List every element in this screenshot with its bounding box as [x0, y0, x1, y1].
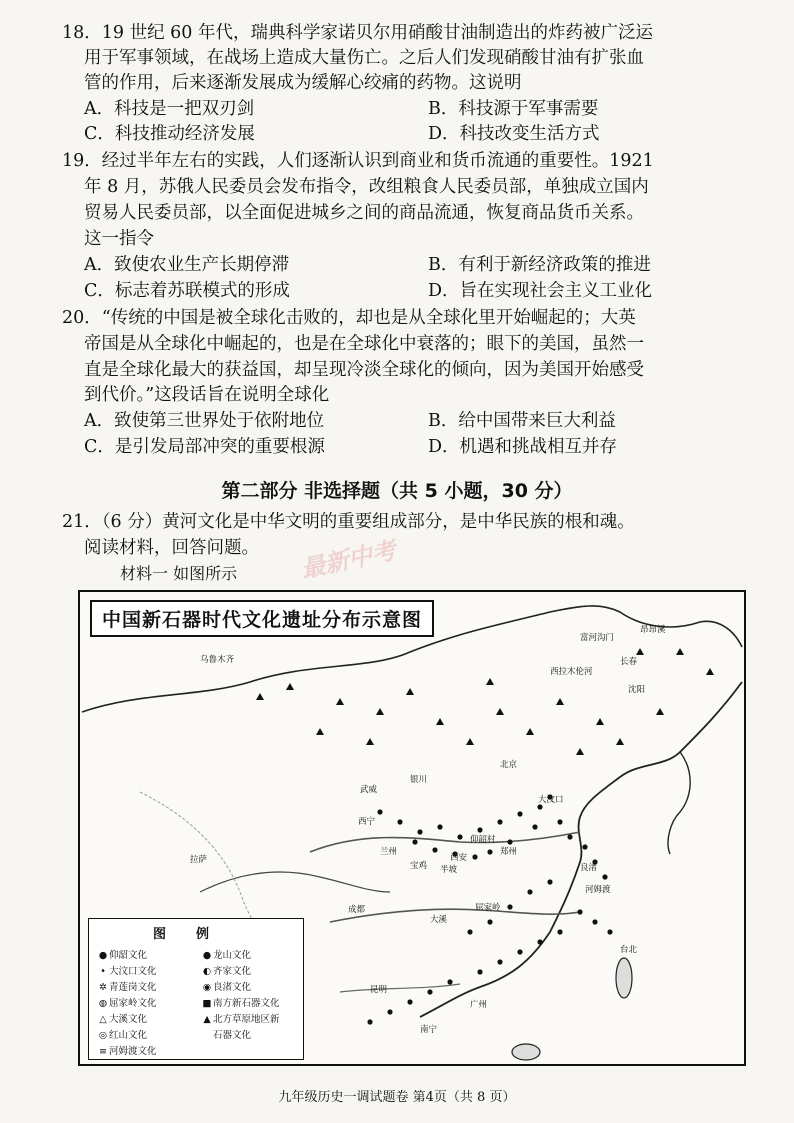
watermark: 最新中考	[298, 536, 399, 584]
northern-site-marker	[706, 668, 714, 675]
legend-item-hongshan: ◎ 红山文化	[98, 1030, 148, 1041]
site-dot-marker	[477, 969, 482, 974]
place-label: 大汶口	[538, 795, 564, 805]
site-dot-marker	[527, 889, 532, 894]
northern-site-marker	[436, 718, 444, 725]
northern-site-marker	[366, 738, 374, 745]
place-label: 拉萨	[190, 855, 208, 865]
lines-icon: ≡	[99, 1046, 107, 1057]
place-label: 台北	[620, 945, 638, 955]
target-icon: ◉	[202, 982, 212, 993]
site-dot-marker	[437, 824, 442, 829]
site-dot-marker	[537, 939, 542, 944]
place-label: 南宁	[420, 1025, 438, 1035]
circle-icon: ◍	[98, 998, 108, 1009]
map-legend	[88, 918, 304, 1060]
legend-item-qinglian: ✲ 青莲岗文化	[97, 979, 157, 993]
part2-title: 第二部分 非选择题（共 5 小题，30 分）	[221, 480, 573, 502]
place-label: 河姆渡	[585, 885, 611, 895]
site-dot-marker	[467, 929, 472, 934]
hatched-icon: ✲	[99, 982, 107, 993]
northern-site-marker	[406, 688, 414, 695]
site-dot-marker	[517, 811, 522, 816]
place-label: 半坡	[440, 865, 458, 875]
northern-site-marker	[336, 698, 344, 705]
site-dot-marker	[487, 849, 492, 854]
q20-line-2: 帝国是从全球化中崛起的，也是在全球化中衰落的；眼下的美国，虽然一	[84, 334, 644, 354]
site-dot-marker	[607, 929, 612, 934]
northern-site-marker	[316, 728, 324, 735]
site-dot-marker	[517, 949, 522, 954]
korea-coast	[668, 752, 690, 854]
northern-site-marker	[636, 648, 644, 655]
q20-option-b: B．给中国带来巨大利益	[428, 411, 616, 431]
site-dot-marker	[457, 834, 462, 839]
site-dot-marker	[567, 834, 572, 839]
place-label: 良渚	[580, 863, 598, 873]
dot-icon: ●	[202, 950, 212, 961]
q18-line-2: 用于军事领域，在战场上造成大量伤亡。之后人们发现硝酸甘油有扩张血	[84, 48, 644, 68]
site-dot-marker	[477, 827, 482, 832]
site-dot-marker	[407, 999, 412, 1004]
q19-option-b: B．有利于新经济政策的推进	[428, 255, 651, 275]
map-title: 中国新石器时代文化遗址分布示意图	[90, 600, 434, 637]
small-dot-icon: •	[100, 966, 106, 977]
place-label: 仰韶村	[470, 835, 496, 845]
northern-site-marker	[286, 683, 294, 690]
site-dot-marker	[427, 989, 432, 994]
place-label: 成都	[348, 905, 366, 915]
place-label: 长春	[620, 657, 638, 667]
legend-item-dawenkou: • 大汶口文化	[97, 963, 157, 977]
site-dot-marker	[397, 819, 402, 824]
legend-item-northern-cont: 石器文化	[213, 1030, 252, 1041]
q19-line-3: 贸易人民委员部，以全面促进城乡之间的商品流通，恢复商品货币关系。	[84, 203, 644, 223]
northern-site-marker	[526, 728, 534, 735]
northern-site-marker	[496, 708, 504, 715]
site-dot-marker	[472, 854, 477, 859]
place-label: 郑州	[500, 847, 518, 857]
site-dot-marker	[602, 874, 607, 879]
place-label: 武威	[360, 785, 378, 795]
square-icon: ■	[202, 998, 212, 1009]
q20-line-1: 20．“传统的中国是被全球化击败的，却也是从全球化里开始崛起的；大英	[62, 308, 636, 328]
northern-site-marker	[676, 648, 684, 655]
q21-line-2: 阅读材料，回答问题。	[84, 538, 259, 558]
q19-line-2: 年 8 月，苏俄人民委员会发布指令，改组粮食人民委员部，单独成立国内	[84, 177, 649, 197]
neolithic-map	[78, 590, 746, 1066]
northern-site-marker	[256, 693, 264, 700]
northern-site-marker	[376, 708, 384, 715]
place-label: 昆明	[370, 985, 388, 995]
place-label: 银川	[410, 775, 428, 785]
place-label: 富河沟门	[580, 633, 615, 643]
dot-icon: ●	[98, 950, 108, 961]
triangle-icon: ▲	[203, 1014, 211, 1025]
hainan-island	[512, 1044, 540, 1060]
northern-site-marker	[556, 698, 564, 705]
place-label: 西拉木伦河	[550, 667, 593, 677]
legend-item-qijia: ◐ 齐家文化	[202, 966, 252, 977]
place-label: 沈阳	[628, 685, 646, 695]
q18-option-a: A．科技是一把双刃剑	[84, 99, 255, 119]
q19-line-1: 19．经过半年左右的实践，人们逐渐认识到商业和货币流通的重要性。1921	[62, 151, 654, 171]
q20-option-c: C．是引发局部冲突的重要根源	[84, 437, 325, 457]
pearl-river	[340, 984, 460, 992]
yellow-river	[310, 832, 580, 852]
site-dot-marker	[497, 959, 502, 964]
site-dot-marker	[557, 929, 562, 934]
legend-item-southern: ■ 南方新石器文化	[202, 998, 280, 1009]
q21-line-1: 21．（6 分）黄河文化是中华文明的重要组成部分，是中华民族的根和魂。	[62, 512, 635, 532]
legend-item-daxi: △ 大溪文化	[97, 1011, 147, 1025]
place-label: 广州	[470, 1000, 488, 1010]
northern-site-marker	[596, 718, 604, 725]
site-dot-marker	[432, 847, 437, 852]
q18-line-3: 管的作用，后来逐渐发展成为缓解心绞痛的药物。这说明	[84, 73, 522, 93]
legend-item-yangshao: ● 仰韶文化	[98, 950, 148, 961]
place-label: 昂昂溪	[640, 625, 666, 635]
legend-title: 图例	[152, 927, 239, 942]
legend-item-qujialing: ◍ 屈家岭文化	[98, 998, 157, 1009]
yangtze-west	[200, 872, 390, 892]
q18-option-b: B．科技源于军事需要	[428, 99, 599, 119]
place-label: 乌鲁木齐	[200, 655, 235, 665]
site-dot-marker	[417, 829, 422, 834]
site-dot-marker	[577, 909, 582, 914]
site-dot-marker	[547, 879, 552, 884]
material-one-label: 材料一 如图所示	[120, 564, 238, 583]
eastern-coastline	[420, 682, 742, 1017]
q20-line-3: 直是全球化最大的获益国，却呈现冷淡全球化的倾向，因为美国开始感受	[84, 360, 644, 380]
northern-site-marker	[656, 708, 664, 715]
q18-line-1: 18．19 世纪 60 年代，瑞典科学家诺贝尔用硝酸甘油制造出的炸药被广泛运	[62, 23, 653, 43]
place-label: 西安	[450, 853, 468, 863]
site-dot-marker	[592, 919, 597, 924]
site-dot-marker	[387, 1009, 392, 1014]
legend-item-longshan: ● 龙山文化	[202, 950, 252, 961]
q20-option-a: A．致使第三世界处于依附地位	[84, 411, 325, 431]
place-label: 北京	[500, 760, 518, 770]
q19-option-d: D．旨在实现社会主义工业化	[428, 281, 653, 301]
place-label: 屈家岭	[475, 903, 501, 913]
half-circle-icon: ◐	[202, 966, 212, 977]
q20-option-d: D．机遇和挑战相互并存	[428, 437, 618, 457]
northern-site-marker	[616, 738, 624, 745]
site-dot-marker	[367, 1019, 372, 1024]
legend-item-liangzhu: ◉ 良渚文化	[202, 982, 252, 993]
site-dot-marker	[507, 839, 512, 844]
site-dot-marker	[412, 839, 417, 844]
site-dot-marker	[487, 919, 492, 924]
q18-option-c: C．科技推动经济发展	[84, 124, 255, 144]
taiwan-island	[616, 958, 632, 998]
site-dot-marker	[447, 979, 452, 984]
site-dot-marker	[507, 904, 512, 909]
ring-icon: ◎	[98, 1030, 108, 1041]
place-label: 兰州	[380, 847, 398, 857]
q18-option-d: D．科技改变生活方式	[428, 124, 600, 144]
place-label: 西宁	[358, 817, 376, 827]
site-dot-marker	[377, 809, 382, 814]
q19-line-4: 这一指令	[84, 229, 154, 249]
q19-option-a: A．致使农业生产长期停滞	[84, 255, 290, 275]
site-dot-marker	[497, 819, 502, 824]
legend-item-hemudu: ≡ 河姆渡文化	[97, 1043, 157, 1057]
site-dot-marker	[537, 804, 542, 809]
q20-line-4: 到代价。”这段话旨在说明全球化	[84, 385, 330, 405]
northern-site-marker	[466, 738, 474, 745]
northern-site-marker	[576, 748, 584, 755]
legend-item-northern: ▲ 北方草原地区新	[201, 1011, 280, 1025]
place-label: 大溪	[430, 915, 448, 925]
place-label: 宝鸡	[410, 861, 428, 871]
site-dot-marker	[582, 844, 587, 849]
site-dot-marker	[532, 824, 537, 829]
site-dot-marker	[557, 819, 562, 824]
northern-site-marker	[486, 678, 494, 685]
yangtze-river	[330, 909, 580, 922]
triangle-outline-icon: △	[99, 1014, 107, 1025]
page-footer: 九年级历史一调试题卷 第4页（共 8 页）	[278, 1090, 516, 1105]
q19-option-c: C．标志着苏联模式的形成	[84, 281, 290, 301]
